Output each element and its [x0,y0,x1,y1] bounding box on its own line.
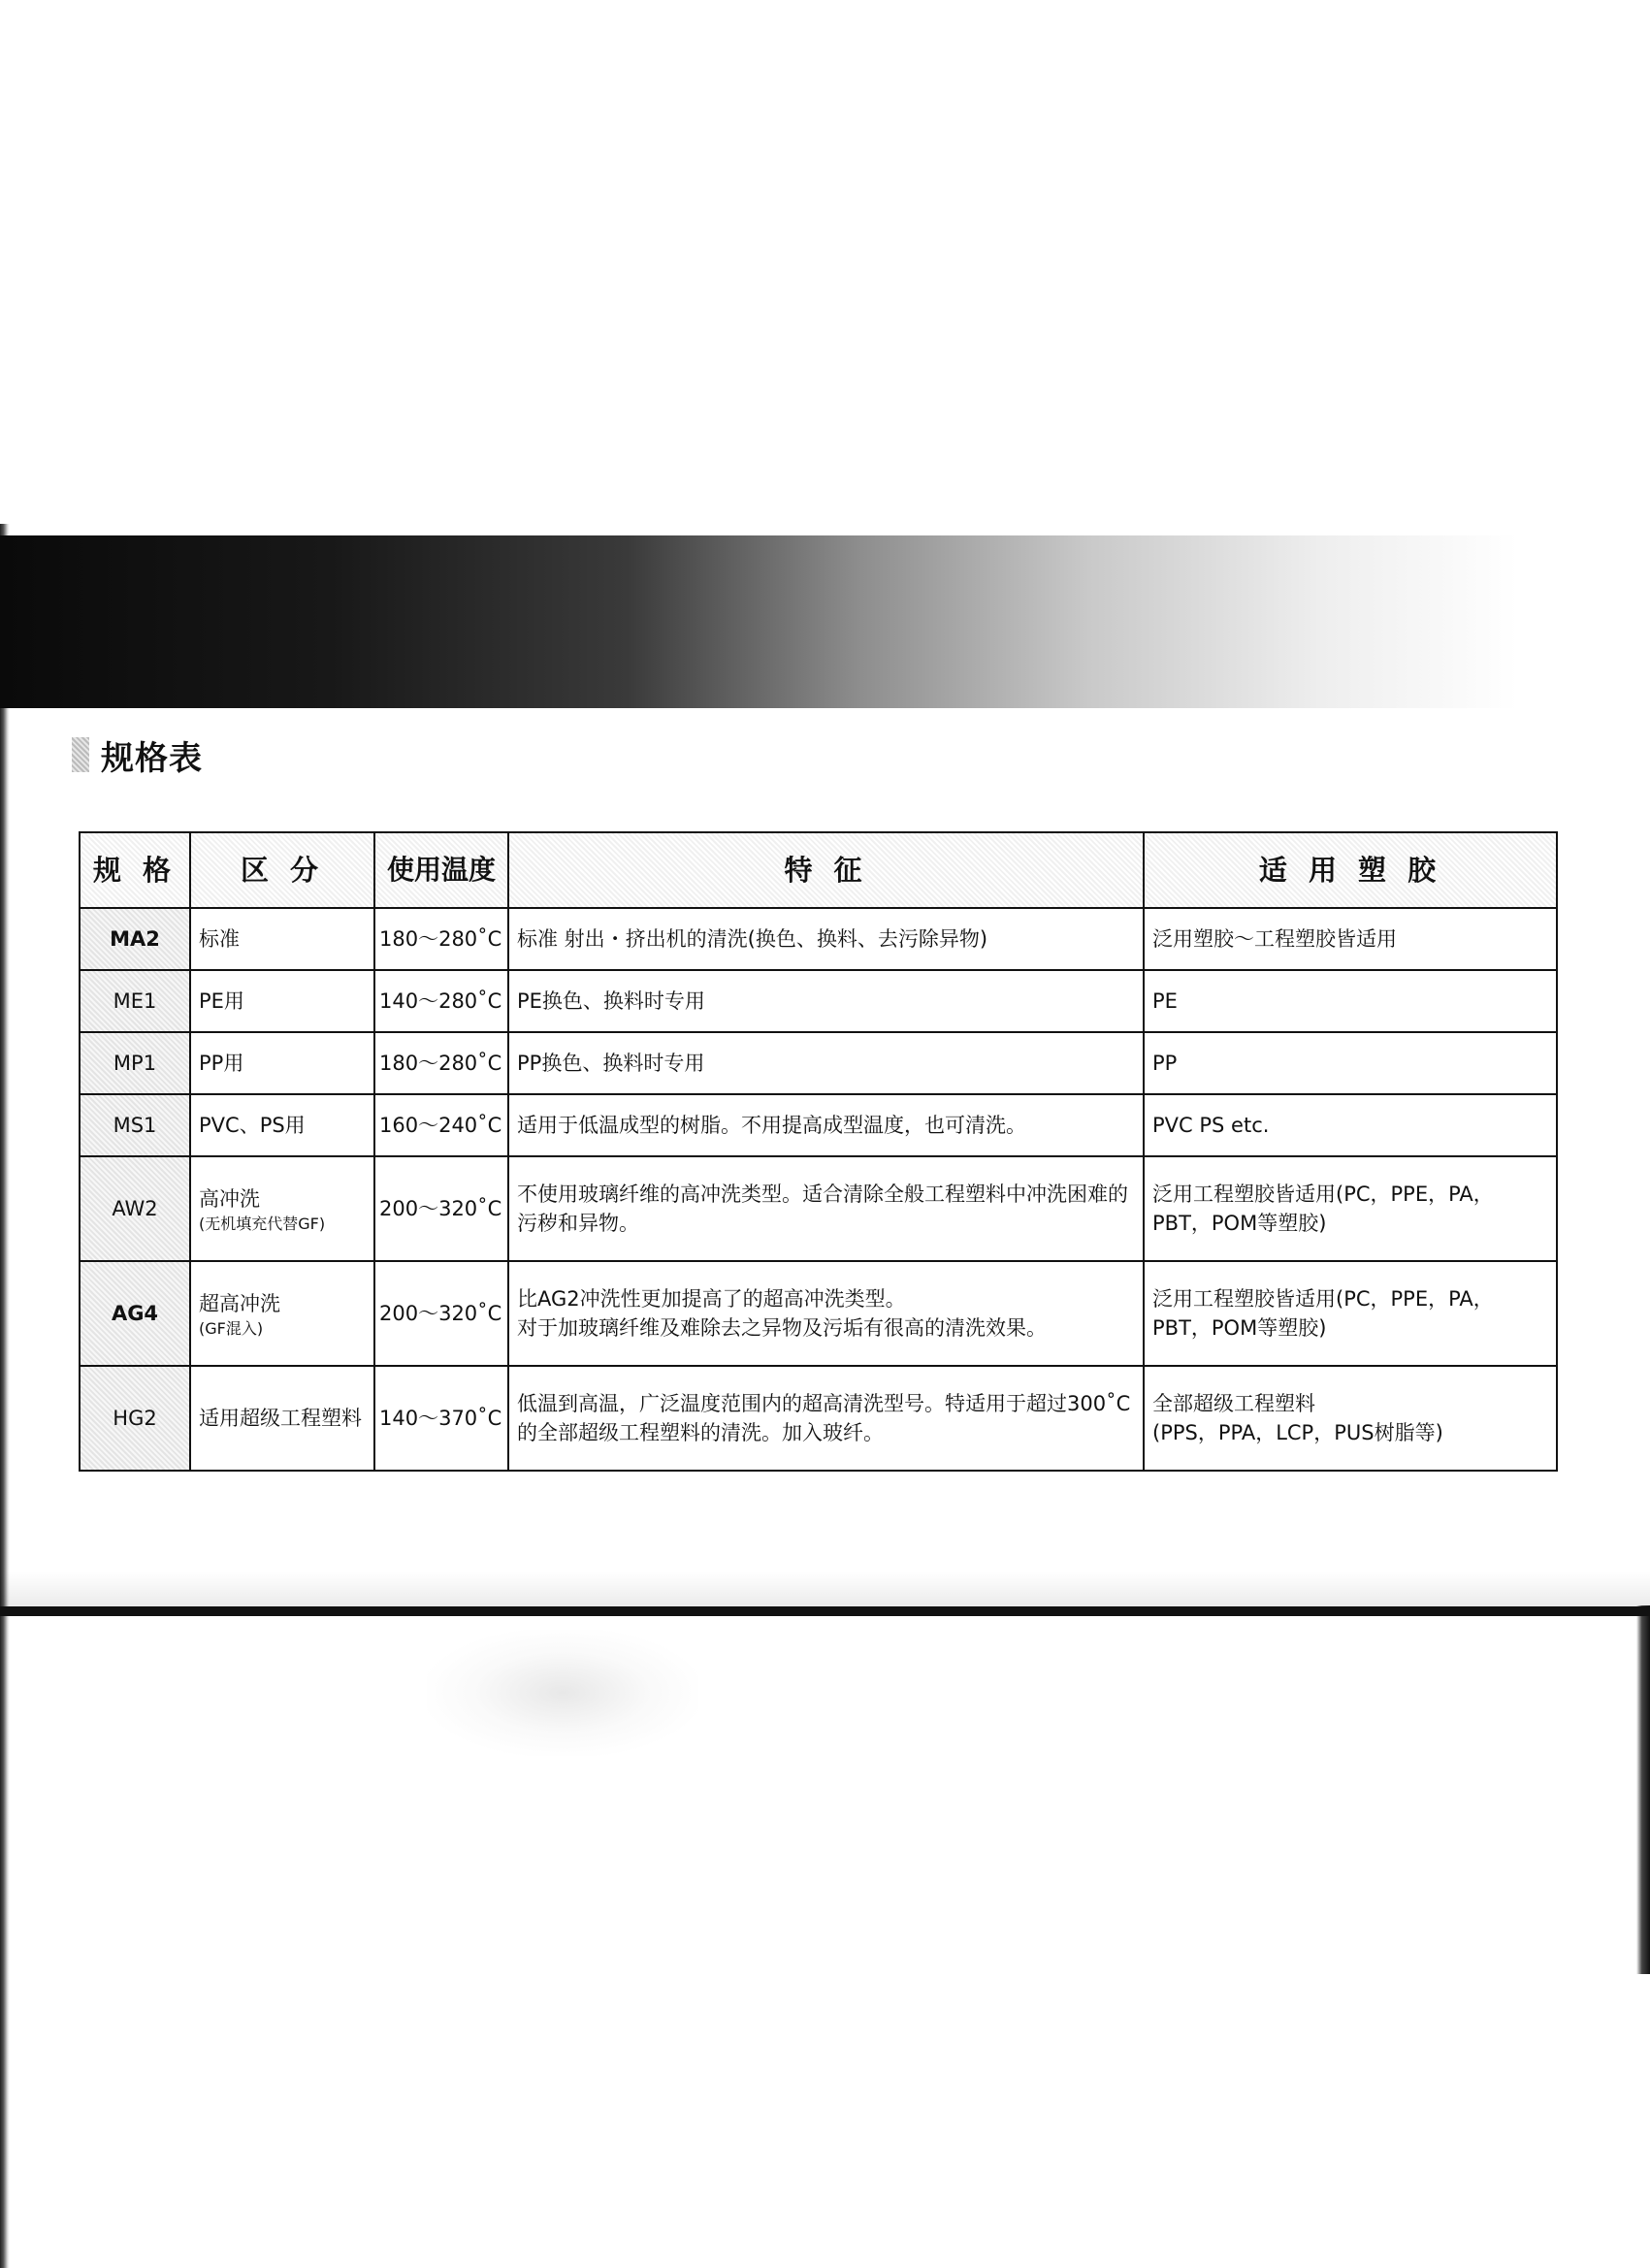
row-features-line: 对于加玻璃纤维及难除去之异物及污垢有很高的清洗效果。 [517,1316,1047,1340]
row-category-main: 超高冲洗 [199,1292,280,1316]
row-temp: 140～370˚C [374,1366,508,1471]
row-temp: 200～320˚C [374,1261,508,1366]
table-row [80,1094,1557,1156]
row-category [190,1261,374,1366]
row-category-sub: (无机填充代替GF) [199,1214,326,1233]
row-resins-line: 全部超级工程塑料 [1152,1391,1315,1415]
page-title: 规格表 [101,738,203,778]
page-fold-line [0,1606,1650,1616]
page-fold-shade [0,1571,1650,1606]
header-category: 区 分 [190,832,374,908]
header-temp: 使用温度 [374,832,508,908]
table-row [80,1156,1557,1261]
row-temp: 160～240˚C [374,1094,508,1156]
row-resins [1144,1366,1557,1471]
row-temp: 180～280˚C [374,1032,508,1094]
row-code: MP1 [80,1032,190,1094]
row-temp: 180～280˚C [374,908,508,970]
table-header-row [80,832,1557,908]
table-row [80,1366,1557,1471]
row-resins-line: (PPS，PPA，LCP，PUS树脂等) [1152,1421,1443,1444]
header-features: 特 征 [508,832,1144,908]
title-marker-icon [72,737,89,772]
row-code: ME1 [80,970,190,1032]
scan-edge-right [1636,1605,1650,1974]
table-row [80,1261,1557,1366]
row-code: AW2 [80,1156,190,1261]
header-spec: 规 格 [80,832,190,908]
section-title [72,732,203,777]
row-category-main: 高冲洗 [199,1187,260,1212]
row-features: 不使用玻璃纤维的高冲洗类型。适合清除全般工程塑料中冲洗困难的污秽和异物。 [508,1156,1144,1261]
row-features: PE换色、换料时专用 [508,970,1144,1032]
row-resins: 泛用工程塑胶皆适用(PC，PPE，PA，PBT，POM等塑胶) [1144,1261,1557,1366]
scan-smudge [427,1630,698,1756]
row-resins: PE [1144,970,1557,1032]
row-code: MA2 [80,908,190,970]
row-category-sub: (GF混入) [199,1318,264,1338]
row-resins: PVC PS etc. [1144,1094,1557,1156]
row-features: 适用于低温成型的树脂。不用提高成型温度，也可清洗。 [508,1094,1144,1156]
row-features [508,1261,1144,1366]
header-resins: 适 用 塑 胶 [1144,832,1557,908]
row-resins: 泛用塑胶～工程塑胶皆适用 [1144,908,1557,970]
header-gradient-banner [0,535,1650,708]
spec-table [79,831,1558,1472]
row-features: PP换色、换料时专用 [508,1032,1144,1094]
row-category: PE用 [190,970,374,1032]
row-resins: 泛用工程塑胶皆适用(PC，PPE，PA，PBT，POM等塑胶) [1144,1156,1557,1261]
row-category: PVC、PS用 [190,1094,374,1156]
row-category: PP用 [190,1032,374,1094]
row-features: 低温到高温，广泛温度范围内的超高清洗型号。特适用于超过300˚C的全部超级工程塑料的清洗。加入玻纤。 [508,1366,1144,1471]
row-category [190,1156,374,1261]
row-category: 标准 [190,908,374,970]
table-row [80,970,1557,1032]
row-features: 标准 射出・挤出机的清洗(换色、换料、去污除异物) [508,908,1144,970]
table-row [80,908,1557,970]
row-temp: 140～280˚C [374,970,508,1032]
row-temp: 200～320˚C [374,1156,508,1261]
table-row [80,1032,1557,1094]
row-resins: PP [1144,1032,1557,1094]
row-features-line: 比AG2冲洗性更加提高了的超高冲洗类型。 [517,1286,906,1311]
row-code: MS1 [80,1094,190,1156]
row-code: HG2 [80,1366,190,1471]
scan-edge-left [0,524,10,2268]
row-code: AG4 [80,1261,190,1366]
row-category: 适用超级工程塑料 [190,1366,374,1471]
